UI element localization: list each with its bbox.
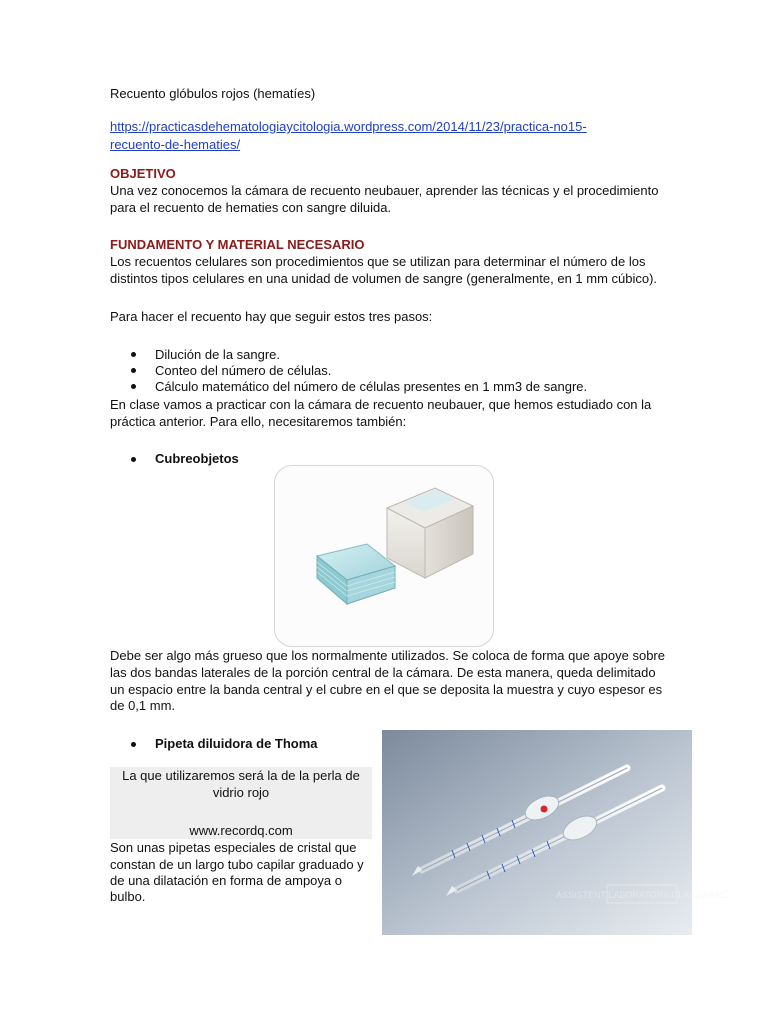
pipeta-thoma-image [382, 730, 728, 935]
objetivo-text-line-1: Una vez conocemos la cámara de recuento neubauer, aprender las técnicas y el procedimiento [110, 183, 659, 198]
fundamento-text-line-1: Los recuentos celulares son procedimientos que se utilizan para determinar el número de los [110, 254, 646, 269]
bullet-icon [131, 368, 136, 373]
pipeta-desc-line-3: de una dilatación en forma de ampoya o [110, 873, 342, 888]
doc-title: Recuento glóbulos rojos (hematíes) [110, 86, 316, 101]
source-link-line-1[interactable]: https://practicasdehematologiaycitologia.wordpress.com/2014/11/23/practica-no15- [110, 119, 587, 134]
caption-line-2: vidrio rojo [212, 785, 270, 800]
cubreobjetos-image [274, 465, 494, 647]
cubre-desc-line-2: las dos bandas laterales de la porción central de la cámara. De esta manera, queda delimitado [110, 665, 656, 680]
bullet-icon [131, 742, 136, 747]
bullet-icon [131, 352, 136, 357]
clase-text-line-2: práctica anterior. Para ello, necesitaremos también: [110, 414, 407, 429]
pipeta-desc-line-4: bulbo. [110, 889, 146, 904]
caption-source: www.recordq.com [189, 823, 293, 838]
fundamento-heading: FUNDAMENTO Y MATERIAL NECESARIO [110, 237, 365, 252]
clase-text-line-1: En clase vamos a practicar con la cámara de recuento neubauer, que hemos estudiado con la [110, 397, 652, 412]
source-link-line-2[interactable]: recuento-de-hematies/ [110, 137, 241, 152]
pipeta-desc-line-1: Son unas pipetas especiales de cristal que [110, 840, 357, 855]
cubre-desc-line-1: Debe ser algo más grueso que los normalmente utilizados. Se coloca de forma que apoye sobre [110, 648, 665, 663]
paso-item: Dilución de la sangre. [155, 347, 281, 362]
pipeta-label: Pipeta diluidora de Thoma [155, 736, 318, 751]
pipette-illustration [382, 730, 728, 935]
watermark-logo-text: ASSISTENT LABORATORY GLASSWARE [556, 890, 728, 900]
caption-line-1: La que utilizaremos será la de la perla de [122, 768, 360, 783]
objetivo-text-line-2: para el recuento de hematies con sangre diluida. [110, 200, 392, 215]
coverslip-box-illustration [275, 466, 493, 646]
pipeta-desc-line-2: constan de un largo tubo capilar graduado y [110, 857, 364, 872]
cubre-desc-line-3: un espacio entre la banda central y el cubre en el que se deposita la muestra y cuyo espesor es [110, 682, 663, 697]
objetivo-heading: OBJETIVO [110, 166, 176, 181]
bullet-icon [131, 457, 136, 462]
paso-item: Conteo del número de células. [155, 363, 332, 378]
pasos-intro: Para hacer el recuento hay que seguir estos tres pasos: [110, 309, 433, 324]
paso-item: Cálculo matemático del número de células presentes en 1 mm3 de sangre. [155, 379, 588, 394]
fundamento-text-line-2: distintos tipos celulares en una unidad de volumen de sangre (generalmente, en 1 mm cúbico). [110, 271, 658, 286]
cubreobjetos-label: Cubreobjetos [155, 451, 239, 466]
bullet-icon [131, 384, 136, 389]
image-caption-box [110, 767, 372, 839]
cubre-desc-line-4: de 0,1 mm. [110, 698, 176, 713]
